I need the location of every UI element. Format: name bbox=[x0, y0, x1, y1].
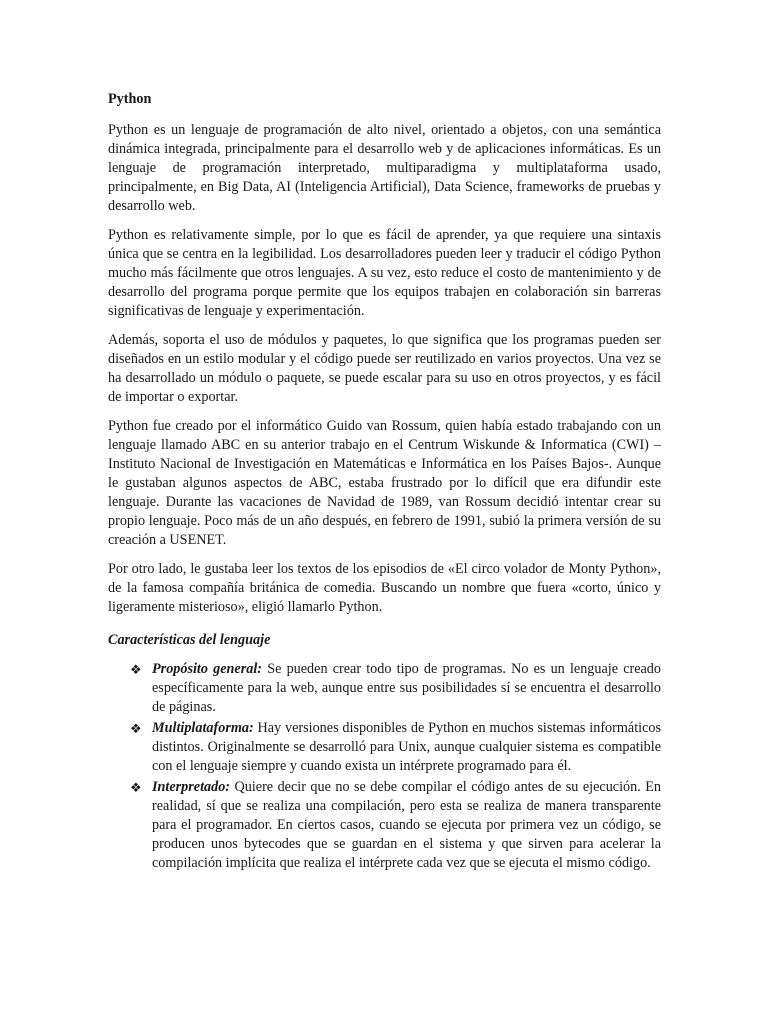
diamond-bullet-icon: ❖ bbox=[130, 780, 142, 795]
document-page bbox=[108, 90, 661, 875]
paragraph-name-origin: Por otro lado, le gustaba leer los textos de los episodios de «El circo volador de Monty Python», de la famosa compañía británica de comedia. Buscando un nombre que fuera «corto, único y ligeramente misterioso», eligió llamarlo Python. bbox=[108, 561, 661, 615]
paragraph-history: Python fue creado por el informático Guido van Rossum, quien había estado trabajando con un lenguaje llamado ABC en su anterior trabajo en el Centrum Wiskunde & Informatica (CWI) – Instituto Nacional de Investigación en Matemáticas e Informática en los Países Bajos-. Aunque le gustaban algunos aspectos de ABC, estaba frustrado por lo difícil que era difundir este lenguaje. Durante las vacaciones de Navidad de 1989, van Rossum decidió intentar crear su propio lenguaje. Poco más de un año después, en febrero de 1991, subió la primera versión de su creación a USENET. bbox=[108, 418, 661, 548]
paragraph-simplicity: Python es relativamente simple, por lo que es fácil de aprender, ya que requiere una sintaxis única que se centra en la legibilidad. Los desarrolladores pueden leer y traducir el código Python mucho más fácilmente que otros lenguajes. A su vez, esto reduce el costo de mantenimiento y de desarrollo del programa porque permite que los equipos trabajen en colaboración sin barreras significativas de lenguaje y experimentación. bbox=[108, 227, 661, 319]
feature-text: Hay versiones disponibles de Python en muchos sistemas informáticos distintos. Originalmente se desarrolló para Unix, aunque cualquier sistema es compatible con el lenguaje siempre y cuando exista un intérprete programado para él. bbox=[152, 720, 661, 774]
document-title: Python bbox=[108, 91, 152, 107]
paragraph-intro: Python es un lenguaje de programación de alto nivel, orientado a objetos, con una semántica dinámica integrada, principalmente para el desarrollo web y de aplicaciones informáticas. Es un lenguaje de programación interpretado, multiparadigma y multiplataforma usado, principalmente, en Big Data, AI (Inteligencia Artificial), Data Science, frameworks de pruebas y desarrollo web. bbox=[108, 122, 661, 214]
feature-item-interpreted bbox=[108, 778, 661, 873]
feature-item-general-purpose bbox=[108, 660, 661, 717]
feature-term: Interpretado: bbox=[152, 779, 231, 795]
feature-text: Quiere decir que no se debe compilar el código antes de su ejecución. En realidad, sí que se realiza una compilación, pero esta se realiza de manera transparente para el programador. En ciertos casos, cuando se ejecuta por primera vez un código, se producen unos bytecodes que se guardan en el sistema y que sirven para acelerar la compilación implícita que realiza el intérprete cada vez que se ejecuta el mismo código. bbox=[152, 779, 661, 871]
paragraph-modules: Además, soporta el uso de módulos y paquetes, lo que significa que los programas pueden ser diseñados en un estilo modular y el código puede ser reutilizado en varios proyectos. Una vez se ha desarrollado un módulo o paquete, se puede escalar para su uso en otros proyectos, y es fácil de importar o exportar. bbox=[108, 332, 661, 405]
feature-item-multiplatform bbox=[108, 719, 661, 776]
diamond-bullet-icon: ❖ bbox=[130, 662, 142, 677]
features-list bbox=[108, 660, 661, 873]
feature-text: Se pueden crear todo tipo de programas. No es un lenguaje creado específicamente para la web, aunque entre sus posibilidades sí se encuentra el desarrollo de páginas. bbox=[152, 661, 661, 715]
feature-term: Multiplataforma: bbox=[152, 720, 254, 736]
features-heading: Características del lenguaje bbox=[108, 632, 271, 648]
diamond-bullet-icon: ❖ bbox=[130, 721, 142, 736]
feature-term: Propósito general: bbox=[152, 661, 263, 677]
